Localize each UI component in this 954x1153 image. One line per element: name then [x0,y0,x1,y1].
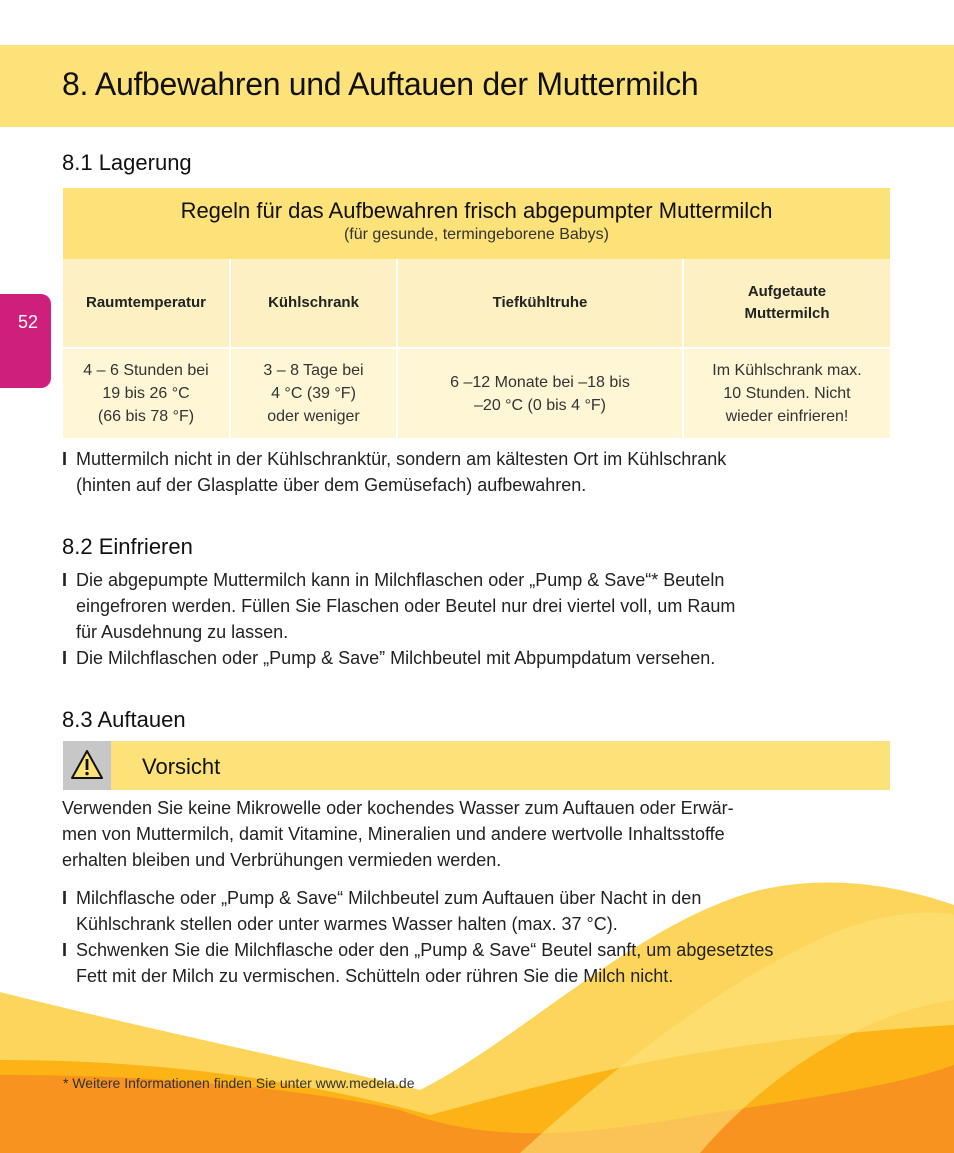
thawing-bullet-2: I Schwenken Sie die Milchflasche oder den „Pump & Save“ Beutel sanft, um abgesetztes Fett mit der Milch zu vermischen. Schütteln oder rühren Sie die Milch nicht. [62,937,773,989]
caution-text: Verwenden Sie keine Mikrowelle oder kochendes Wasser zum Auftauen oder Erwär- men von Muttermilch, damit Vitamine, Mineralien und andere wertvolle Inhaltsstoffe erhalten bleiben und Verbrühungen vermieden werden. [62,798,734,870]
column-header-fridge: Kühlschrank [230,259,397,348]
column-header-room-temperature: Raumtemperatur [63,259,230,348]
caution-label: Vorsicht [142,754,221,779]
table-cell-freezer: 6 –12 Monate bei –18 bis –20 °C (0 bis 4 °F) [397,348,683,438]
table-cell-fridge: 3 – 8 Tage bei 4 °C (39 °F) oder weniger [230,348,397,438]
page-title: 8. Aufbewahren und Auftauen der Muttermilch [62,66,699,102]
storage-rules-title: Regeln für das Aufbewahren frisch abgepumpter Muttermilch [180,198,773,223]
storage-rules-header [63,188,890,259]
table-cell-thawed-milk: Im Kühlschrank max. 10 Stunden. Nicht wieder einfrieren! [683,348,890,438]
section-heading-freezing: 8.2 Einfrieren [62,534,193,559]
section-heading-thawing: 8.3 Auftauen [62,707,186,732]
bullet-mark: I [62,648,68,668]
table-cell-room-temperature: 4 – 6 Stunden bei 19 bis 26 °C (66 bis 78 °F) [63,348,230,438]
storage-table [63,259,890,438]
freezing-bullet-1: I Die abgepumpte Muttermilch kann in Milchflaschen oder „Pump & Save“* Beuteln eingefroren werden. Füllen Sie Flaschen oder Beutel nur drei viertel voll, um Raum für Ausdehnung zu lassen. [62,567,735,645]
page-number-tab [0,294,51,388]
bullet-mark: I [62,888,68,908]
table-row [63,348,890,438]
page-number: 52 [18,312,39,332]
storage-rules-subtitle: (für gesunde, termingeborene Babys) [343,226,610,243]
footnote: * Weitere Informationen finden Sie unter www.medela.de [63,1075,415,1091]
bullet-mark: I [62,449,68,469]
bullet-mark: I [62,570,68,590]
warning-triangle-icon [70,748,104,782]
storage-bullet: I Muttermilch nicht in der Kühlschranktür, sondern am kältesten Ort im Kühlschrank (hinten auf der Glasplatte über dem Gemüsefach) aufbewahren. [62,446,726,498]
thawing-bullet-1: I Milchflasche oder „Pump & Save“ Milchbeutel zum Auftauen über Nacht in den Kühlschrank stellen oder unter warmes Wasser halten (max. 37 °C). [62,885,701,937]
section-heading-storage: 8.1 Lagerung [62,150,192,175]
column-header-freezer: Tiefkühltruhe [397,259,683,348]
freezing-bullet-2: I Die Milchflaschen oder „Pump & Save” Milchbeutel mit Abpumpdatum versehen. [62,645,715,671]
bullet-mark: I [62,940,68,960]
column-header-thawed-milk: Aufgetaute Muttermilch [683,259,890,348]
table-header-row [63,259,890,348]
